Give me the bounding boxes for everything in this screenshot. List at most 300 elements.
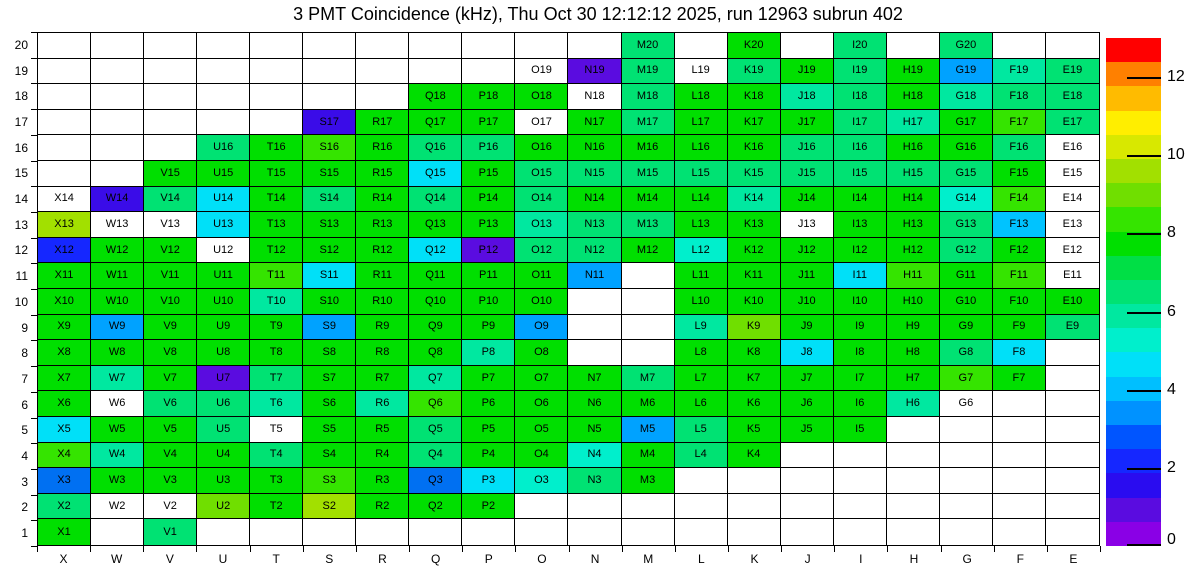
colorbar-segment xyxy=(1106,328,1161,353)
column-label-K: K xyxy=(750,552,759,566)
colorbar-segment xyxy=(1106,473,1161,498)
heatmap-cell-S8: S8 xyxy=(303,340,356,366)
heatmap-cell-P18: P18 xyxy=(462,84,515,110)
heatmap-cell-empty xyxy=(834,519,887,545)
heatmap-cell-empty xyxy=(515,519,568,545)
column-label-I: I xyxy=(859,552,863,566)
heatmap-cell-E10: E10 xyxy=(1046,289,1099,315)
heatmap-cell-H19: H19 xyxy=(887,59,940,85)
heatmap-cell-N11: N11 xyxy=(568,263,621,289)
column-tick xyxy=(196,546,197,552)
heatmap-cell-V4: V4 xyxy=(144,443,197,469)
row-label-16: 16 xyxy=(14,140,28,155)
heatmap-cell-E19: E19 xyxy=(1046,59,1099,85)
heatmap-cell-G19: G19 xyxy=(940,59,993,85)
heatmap-cell-R9: R9 xyxy=(356,315,409,341)
heatmap-cell-empty xyxy=(197,33,250,59)
heatmap-cell-empty xyxy=(38,110,91,136)
heatmap-cell-empty xyxy=(622,289,675,315)
colorbar-tick-label: 12 xyxy=(1167,68,1185,86)
heatmap-cell-E15: E15 xyxy=(1046,161,1099,187)
colorbar-segment xyxy=(1106,521,1161,546)
column-tick xyxy=(834,546,835,552)
colorbar-tick-line xyxy=(1127,468,1161,470)
colorbar-segment xyxy=(1106,62,1161,87)
heatmap-cell-K4: K4 xyxy=(728,443,781,469)
row-tick xyxy=(31,392,37,393)
heatmap-cell-H6: H6 xyxy=(887,391,940,417)
heatmap-cell-X13: X13 xyxy=(38,212,91,238)
heatmap-cell-X3: X3 xyxy=(38,468,91,494)
heatmap-cell-S3: S3 xyxy=(303,468,356,494)
heatmap-cell-P3: P3 xyxy=(462,468,515,494)
column-label-H: H xyxy=(909,552,919,566)
heatmap-cell-S17: S17 xyxy=(303,110,356,136)
row-tick xyxy=(31,315,37,316)
heatmap-cell-G8: G8 xyxy=(940,340,993,366)
colorbar-tick-label: 2 xyxy=(1167,458,1176,476)
heatmap-cell-empty xyxy=(144,59,197,85)
heatmap-cell-H11: H11 xyxy=(887,263,940,289)
heatmap-cell-S6: S6 xyxy=(303,391,356,417)
heatmap-cell-empty xyxy=(622,340,675,366)
heatmap-cell-H17: H17 xyxy=(887,110,940,136)
heatmap-cell-empty xyxy=(834,468,887,494)
column-label-Q: Q xyxy=(430,552,441,566)
heatmap-cell-empty xyxy=(622,494,675,520)
column-tick xyxy=(143,546,144,552)
heatmap-cell-J17: J17 xyxy=(781,110,834,136)
heatmap-cell-R11: R11 xyxy=(356,263,409,289)
row-label-11: 11 xyxy=(15,269,28,284)
heatmap-cell-Q6: Q6 xyxy=(409,391,462,417)
heatmap-cell-X9: X9 xyxy=(38,315,91,341)
row-tick xyxy=(31,289,37,290)
heatmap-cell-F8: F8 xyxy=(993,340,1046,366)
column-tick xyxy=(887,546,888,552)
heatmap-cell-M13: M13 xyxy=(622,212,675,238)
heatmap-cell-G15: G15 xyxy=(940,161,993,187)
heatmap-cell-L17: L17 xyxy=(675,110,728,136)
heatmap-cell-empty xyxy=(675,33,728,59)
heatmap-cell-K18: K18 xyxy=(728,84,781,110)
heatmap-cell-N19: N19 xyxy=(568,59,621,85)
row-label-8: 8 xyxy=(21,346,28,361)
heatmap-cell-N18: N18 xyxy=(568,84,621,110)
heatmap-cell-X10: X10 xyxy=(38,289,91,315)
row-tick xyxy=(31,83,37,84)
heatmap-cell-empty xyxy=(144,110,197,136)
heatmap-cell-L5: L5 xyxy=(675,417,728,443)
heatmap-cell-H13: H13 xyxy=(887,212,940,238)
heatmap-cell-K9: K9 xyxy=(728,315,781,341)
heatmap-cell-L10: L10 xyxy=(675,289,728,315)
heatmap-cell-L6: L6 xyxy=(675,391,728,417)
heatmap-cell-W7: W7 xyxy=(91,366,144,392)
row-label-14: 14 xyxy=(14,192,28,207)
row-label-17: 17 xyxy=(14,114,28,129)
heatmap-cell-K16: K16 xyxy=(728,135,781,161)
heatmap-cell-L19: L19 xyxy=(675,59,728,85)
heatmap-cell-S15: S15 xyxy=(303,161,356,187)
heatmap-cell-X4: X4 xyxy=(38,443,91,469)
column-label-J: J xyxy=(804,552,811,566)
heatmap-cell-Q9: Q9 xyxy=(409,315,462,341)
heatmap-cell-empty xyxy=(38,59,91,85)
heatmap-cell-empty xyxy=(1046,443,1099,469)
heatmap-cell-S7: S7 xyxy=(303,366,356,392)
column-tick xyxy=(250,546,251,552)
heatmap-cell-P12: P12 xyxy=(462,238,515,264)
column-label-O: O xyxy=(537,552,547,566)
colorbar-segment xyxy=(1106,255,1161,280)
heatmap-cell-empty xyxy=(250,59,303,85)
heatmap-cell-U14: U14 xyxy=(197,187,250,213)
heatmap-cell-L18: L18 xyxy=(675,84,728,110)
heatmap-cell-W9: W9 xyxy=(91,315,144,341)
heatmap-cell-X6: X6 xyxy=(38,391,91,417)
heatmap-cell-empty xyxy=(1046,417,1099,443)
heatmap-cell-N15: N15 xyxy=(568,161,621,187)
row-label-13: 13 xyxy=(14,217,28,232)
heatmap-cell-empty xyxy=(675,494,728,520)
heatmap-cell-F11: F11 xyxy=(993,263,1046,289)
heatmap-cell-U13: U13 xyxy=(197,212,250,238)
heatmap-cell-empty xyxy=(568,315,621,341)
heatmap-cell-empty xyxy=(568,340,621,366)
heatmap-cell-G10: G10 xyxy=(940,289,993,315)
heatmap-cell-I14: I14 xyxy=(834,187,887,213)
heatmap-cell-O15: O15 xyxy=(515,161,568,187)
heatmap-cell-O19: O19 xyxy=(515,59,568,85)
column-label-V: V xyxy=(165,552,174,566)
colorbar-segment xyxy=(1106,497,1161,522)
heatmap-cell-O14: O14 xyxy=(515,187,568,213)
heatmap-cell-U6: U6 xyxy=(197,391,250,417)
heatmap-cell-empty xyxy=(887,519,940,545)
heatmap-cell-empty xyxy=(940,443,993,469)
heatmap-cell-E18: E18 xyxy=(1046,84,1099,110)
heatmap-cell-J18: J18 xyxy=(781,84,834,110)
heatmap-cell-H7: H7 xyxy=(887,366,940,392)
heatmap-cell-empty xyxy=(250,33,303,59)
heatmap-cell-T9: T9 xyxy=(250,315,303,341)
heatmap-cell-Q18: Q18 xyxy=(409,84,462,110)
heatmap-cell-P14: P14 xyxy=(462,187,515,213)
heatmap-cell-R12: R12 xyxy=(356,238,409,264)
heatmap-cell-empty xyxy=(91,84,144,110)
heatmap-cell-H10: H10 xyxy=(887,289,940,315)
heatmap-cell-O10: O10 xyxy=(515,289,568,315)
heatmap-cell-G11: G11 xyxy=(940,263,993,289)
heatmap-cell-F15: F15 xyxy=(993,161,1046,187)
heatmap-cell-V5: V5 xyxy=(144,417,197,443)
heatmap-cell-J13: J13 xyxy=(781,212,834,238)
heatmap-cell-G7: G7 xyxy=(940,366,993,392)
heatmap-cell-I19: I19 xyxy=(834,59,887,85)
heatmap-cell-empty xyxy=(303,84,356,110)
heatmap-cell-R5: R5 xyxy=(356,417,409,443)
heatmap-cell-T5: T5 xyxy=(250,417,303,443)
heatmap-cell-empty xyxy=(144,33,197,59)
heatmap-cell-P8: P8 xyxy=(462,340,515,366)
row-tick xyxy=(31,495,37,496)
heatmap-cell-T12: T12 xyxy=(250,238,303,264)
heatmap-cell-O13: O13 xyxy=(515,212,568,238)
heatmap-cell-V12: V12 xyxy=(144,238,197,264)
row-label-4: 4 xyxy=(21,449,28,464)
heatmap-cell-K20: K20 xyxy=(728,33,781,59)
heatmap-cell-X8: X8 xyxy=(38,340,91,366)
heatmap-cell-L4: L4 xyxy=(675,443,728,469)
heatmap-cell-empty xyxy=(144,135,197,161)
column-tick xyxy=(515,546,516,552)
heatmap-cell-U15: U15 xyxy=(197,161,250,187)
heatmap-cell-M18: M18 xyxy=(622,84,675,110)
heatmap-cell-N14: N14 xyxy=(568,187,621,213)
column-label-G: G xyxy=(962,552,972,566)
heatmap-cell-E12: E12 xyxy=(1046,238,1099,264)
colorbar-segment xyxy=(1106,376,1161,401)
colorbar-tick-line xyxy=(1127,155,1161,157)
heatmap-cell-V15: V15 xyxy=(144,161,197,187)
colorbar-segment xyxy=(1106,304,1161,329)
column-label-L: L xyxy=(698,552,705,566)
row-label-1: 1 xyxy=(21,526,28,541)
colorbar-tick-line xyxy=(1127,544,1161,546)
heatmap-cell-empty xyxy=(38,33,91,59)
row-label-5: 5 xyxy=(21,423,28,438)
heatmap-cell-M17: M17 xyxy=(622,110,675,136)
heatmap-cell-W4: W4 xyxy=(91,443,144,469)
heatmap-cell-V3: V3 xyxy=(144,468,197,494)
heatmap-cell-G6: G6 xyxy=(940,391,993,417)
heatmap-cell-empty xyxy=(675,468,728,494)
column-tick xyxy=(37,546,38,552)
heatmap-cell-G18: G18 xyxy=(940,84,993,110)
heatmap-cell-Q8: Q8 xyxy=(409,340,462,366)
colorbar-tick-line xyxy=(1127,77,1161,79)
heatmap-cell-empty xyxy=(1046,366,1099,392)
heatmap-cell-empty xyxy=(993,443,1046,469)
heatmap-cell-G16: G16 xyxy=(940,135,993,161)
heatmap-cell-empty xyxy=(940,417,993,443)
heatmap-cell-U5: U5 xyxy=(197,417,250,443)
heatmap-cell-O3: O3 xyxy=(515,468,568,494)
heatmap-cell-V1: V1 xyxy=(144,519,197,545)
heatmap-cell-empty xyxy=(834,494,887,520)
heatmap-cell-F10: F10 xyxy=(993,289,1046,315)
row-tick xyxy=(31,469,37,470)
heatmap-cell-empty xyxy=(356,59,409,85)
heatmap-cell-empty xyxy=(781,519,834,545)
column-tick xyxy=(941,546,942,552)
colorbar-segment xyxy=(1106,425,1161,450)
column-tick xyxy=(994,546,995,552)
heatmap-cell-O4: O4 xyxy=(515,443,568,469)
heatmap-cell-J19: J19 xyxy=(781,59,834,85)
heatmap-cell-R10: R10 xyxy=(356,289,409,315)
heatmap-cell-empty xyxy=(1046,468,1099,494)
heatmap-cell-I12: I12 xyxy=(834,238,887,264)
heatmap-cell-L12: L12 xyxy=(675,238,728,264)
row-label-12: 12 xyxy=(14,243,28,258)
heatmap-cell-S9: S9 xyxy=(303,315,356,341)
colorbar-segment xyxy=(1106,207,1161,232)
row-label-20: 20 xyxy=(14,37,28,52)
column-tick xyxy=(356,546,357,552)
heatmap-cell-N7: N7 xyxy=(568,366,621,392)
heatmap-cell-empty xyxy=(462,59,515,85)
heatmap-cell-G12: G12 xyxy=(940,238,993,264)
heatmap-cell-X1: X1 xyxy=(38,519,91,545)
heatmap-cell-H18: H18 xyxy=(887,84,940,110)
heatmap-cell-K14: K14 xyxy=(728,187,781,213)
heatmap-cell-O18: O18 xyxy=(515,84,568,110)
heatmap-cell-U3: U3 xyxy=(197,468,250,494)
heatmap-cell-S5: S5 xyxy=(303,417,356,443)
heatmap-cell-M3: M3 xyxy=(622,468,675,494)
heatmap-cell-empty xyxy=(887,494,940,520)
heatmap-cell-empty xyxy=(622,263,675,289)
heatmap-cell-Q4: Q4 xyxy=(409,443,462,469)
heatmap-cell-T3: T3 xyxy=(250,468,303,494)
heatmap-cell-U16: U16 xyxy=(197,135,250,161)
heatmap-cell-T13: T13 xyxy=(250,212,303,238)
heatmap-cell-empty xyxy=(91,59,144,85)
heatmap-cell-empty xyxy=(568,519,621,545)
heatmap-cell-empty xyxy=(675,519,728,545)
heatmap-cell-P17: P17 xyxy=(462,110,515,136)
heatmap-cell-J16: J16 xyxy=(781,135,834,161)
heatmap-cell-empty xyxy=(568,289,621,315)
heatmap-cell-G14: G14 xyxy=(940,187,993,213)
heatmap-cell-W2: W2 xyxy=(91,494,144,520)
heatmap-cell-H8: H8 xyxy=(887,340,940,366)
heatmap-cell-F14: F14 xyxy=(993,187,1046,213)
heatmap-cell-S4: S4 xyxy=(303,443,356,469)
heatmap-cell-empty xyxy=(38,84,91,110)
heatmap-cell-O17: O17 xyxy=(515,110,568,136)
heatmap-cell-empty xyxy=(250,84,303,110)
row-tick xyxy=(31,418,37,419)
heatmap-cell-empty xyxy=(728,494,781,520)
heatmap-cell-R17: R17 xyxy=(356,110,409,136)
heatmap-cell-E9: E9 xyxy=(1046,315,1099,341)
heatmap-cell-O6: O6 xyxy=(515,391,568,417)
heatmap-cell-empty xyxy=(834,443,887,469)
heatmap-cell-empty xyxy=(940,519,993,545)
row-tick xyxy=(31,186,37,187)
heatmap-cell-F13: F13 xyxy=(993,212,1046,238)
heatmap-cell-T6: T6 xyxy=(250,391,303,417)
plot-title: 3 PMT Coincidence (kHz), Thu Oct 30 12:12:12 2025, run 12963 subrun 402 xyxy=(293,4,903,24)
heatmap-cell-I15: I15 xyxy=(834,161,887,187)
heatmap-cell-T15: T15 xyxy=(250,161,303,187)
colorbar-tick-line xyxy=(1127,390,1161,392)
column-label-S: S xyxy=(325,552,334,566)
heatmap-cell-O12: O12 xyxy=(515,238,568,264)
heatmap-cell-V11: V11 xyxy=(144,263,197,289)
heatmap-cell-U7: U7 xyxy=(197,366,250,392)
heatmap-cell-I9: I9 xyxy=(834,315,887,341)
heatmap-cell-I5: I5 xyxy=(834,417,887,443)
heatmap-cell-U12: U12 xyxy=(197,238,250,264)
heatmap-cell-O9: O9 xyxy=(515,315,568,341)
heatmap-cell-F17: F17 xyxy=(993,110,1046,136)
heatmap-cell-W11: W11 xyxy=(91,263,144,289)
heatmap-cell-J15: J15 xyxy=(781,161,834,187)
heatmap-cell-N3: N3 xyxy=(568,468,621,494)
colorbar-segment xyxy=(1106,279,1161,304)
colorbar-tick-label: 8 xyxy=(1167,224,1176,242)
colorbar-segment xyxy=(1106,86,1161,111)
heatmap-cell-V14: V14 xyxy=(144,187,197,213)
heatmap-cell-W3: W3 xyxy=(91,468,144,494)
heatmap-cell-L16: L16 xyxy=(675,135,728,161)
heatmap-cell-Q11: Q11 xyxy=(409,263,462,289)
heatmap-cell-empty xyxy=(409,59,462,85)
row-tick xyxy=(31,161,37,162)
colorbar-tick-line xyxy=(1127,233,1161,235)
heatmap-cell-K6: K6 xyxy=(728,391,781,417)
heatmap-cell-empty xyxy=(1046,519,1099,545)
heatmap-cell-H9: H9 xyxy=(887,315,940,341)
heatmap-cell-G13: G13 xyxy=(940,212,993,238)
heatmap-cell-T11: T11 xyxy=(250,263,303,289)
colorbar-segment xyxy=(1106,158,1161,183)
heatmap-cell-empty xyxy=(38,161,91,187)
heatmap-cell-empty xyxy=(568,33,621,59)
heatmap-cell-M19: M19 xyxy=(622,59,675,85)
heatmap-cell-empty xyxy=(356,33,409,59)
heatmap-cell-I17: I17 xyxy=(834,110,887,136)
heatmap-cell-W12: W12 xyxy=(91,238,144,264)
heatmap-cell-L9: L9 xyxy=(675,315,728,341)
heatmap-cell-empty xyxy=(356,84,409,110)
heatmap-cell-J6: J6 xyxy=(781,391,834,417)
heatmap-cell-R16: R16 xyxy=(356,135,409,161)
heatmap-grid xyxy=(37,32,1100,546)
heatmap-cell-empty xyxy=(91,135,144,161)
heatmap-cell-M12: M12 xyxy=(622,238,675,264)
heatmap-cell-empty xyxy=(781,443,834,469)
column-label-N: N xyxy=(590,552,600,566)
heatmap-cell-R8: R8 xyxy=(356,340,409,366)
column-label-X: X xyxy=(59,552,68,566)
heatmap-cell-F18: F18 xyxy=(993,84,1046,110)
column-tick xyxy=(1047,546,1048,552)
heatmap-cell-V13: V13 xyxy=(144,212,197,238)
heatmap-cell-W10: W10 xyxy=(91,289,144,315)
heatmap-cell-P7: P7 xyxy=(462,366,515,392)
heatmap-cell-empty xyxy=(462,33,515,59)
heatmap-cell-empty xyxy=(91,33,144,59)
column-tick xyxy=(622,546,623,552)
heatmap-cell-empty xyxy=(462,519,515,545)
heatmap-cell-J10: J10 xyxy=(781,289,834,315)
heatmap-cell-L14: L14 xyxy=(675,187,728,213)
row-label-3: 3 xyxy=(21,474,28,489)
heatmap-cell-F9: F9 xyxy=(993,315,1046,341)
heatmap-cell-T4: T4 xyxy=(250,443,303,469)
heatmap-cell-U8: U8 xyxy=(197,340,250,366)
row-tick xyxy=(31,135,37,136)
heatmap-cell-W6: W6 xyxy=(91,391,144,417)
row-label-18: 18 xyxy=(14,89,28,104)
heatmap-cell-E17: E17 xyxy=(1046,110,1099,136)
heatmap-cell-empty xyxy=(197,110,250,136)
